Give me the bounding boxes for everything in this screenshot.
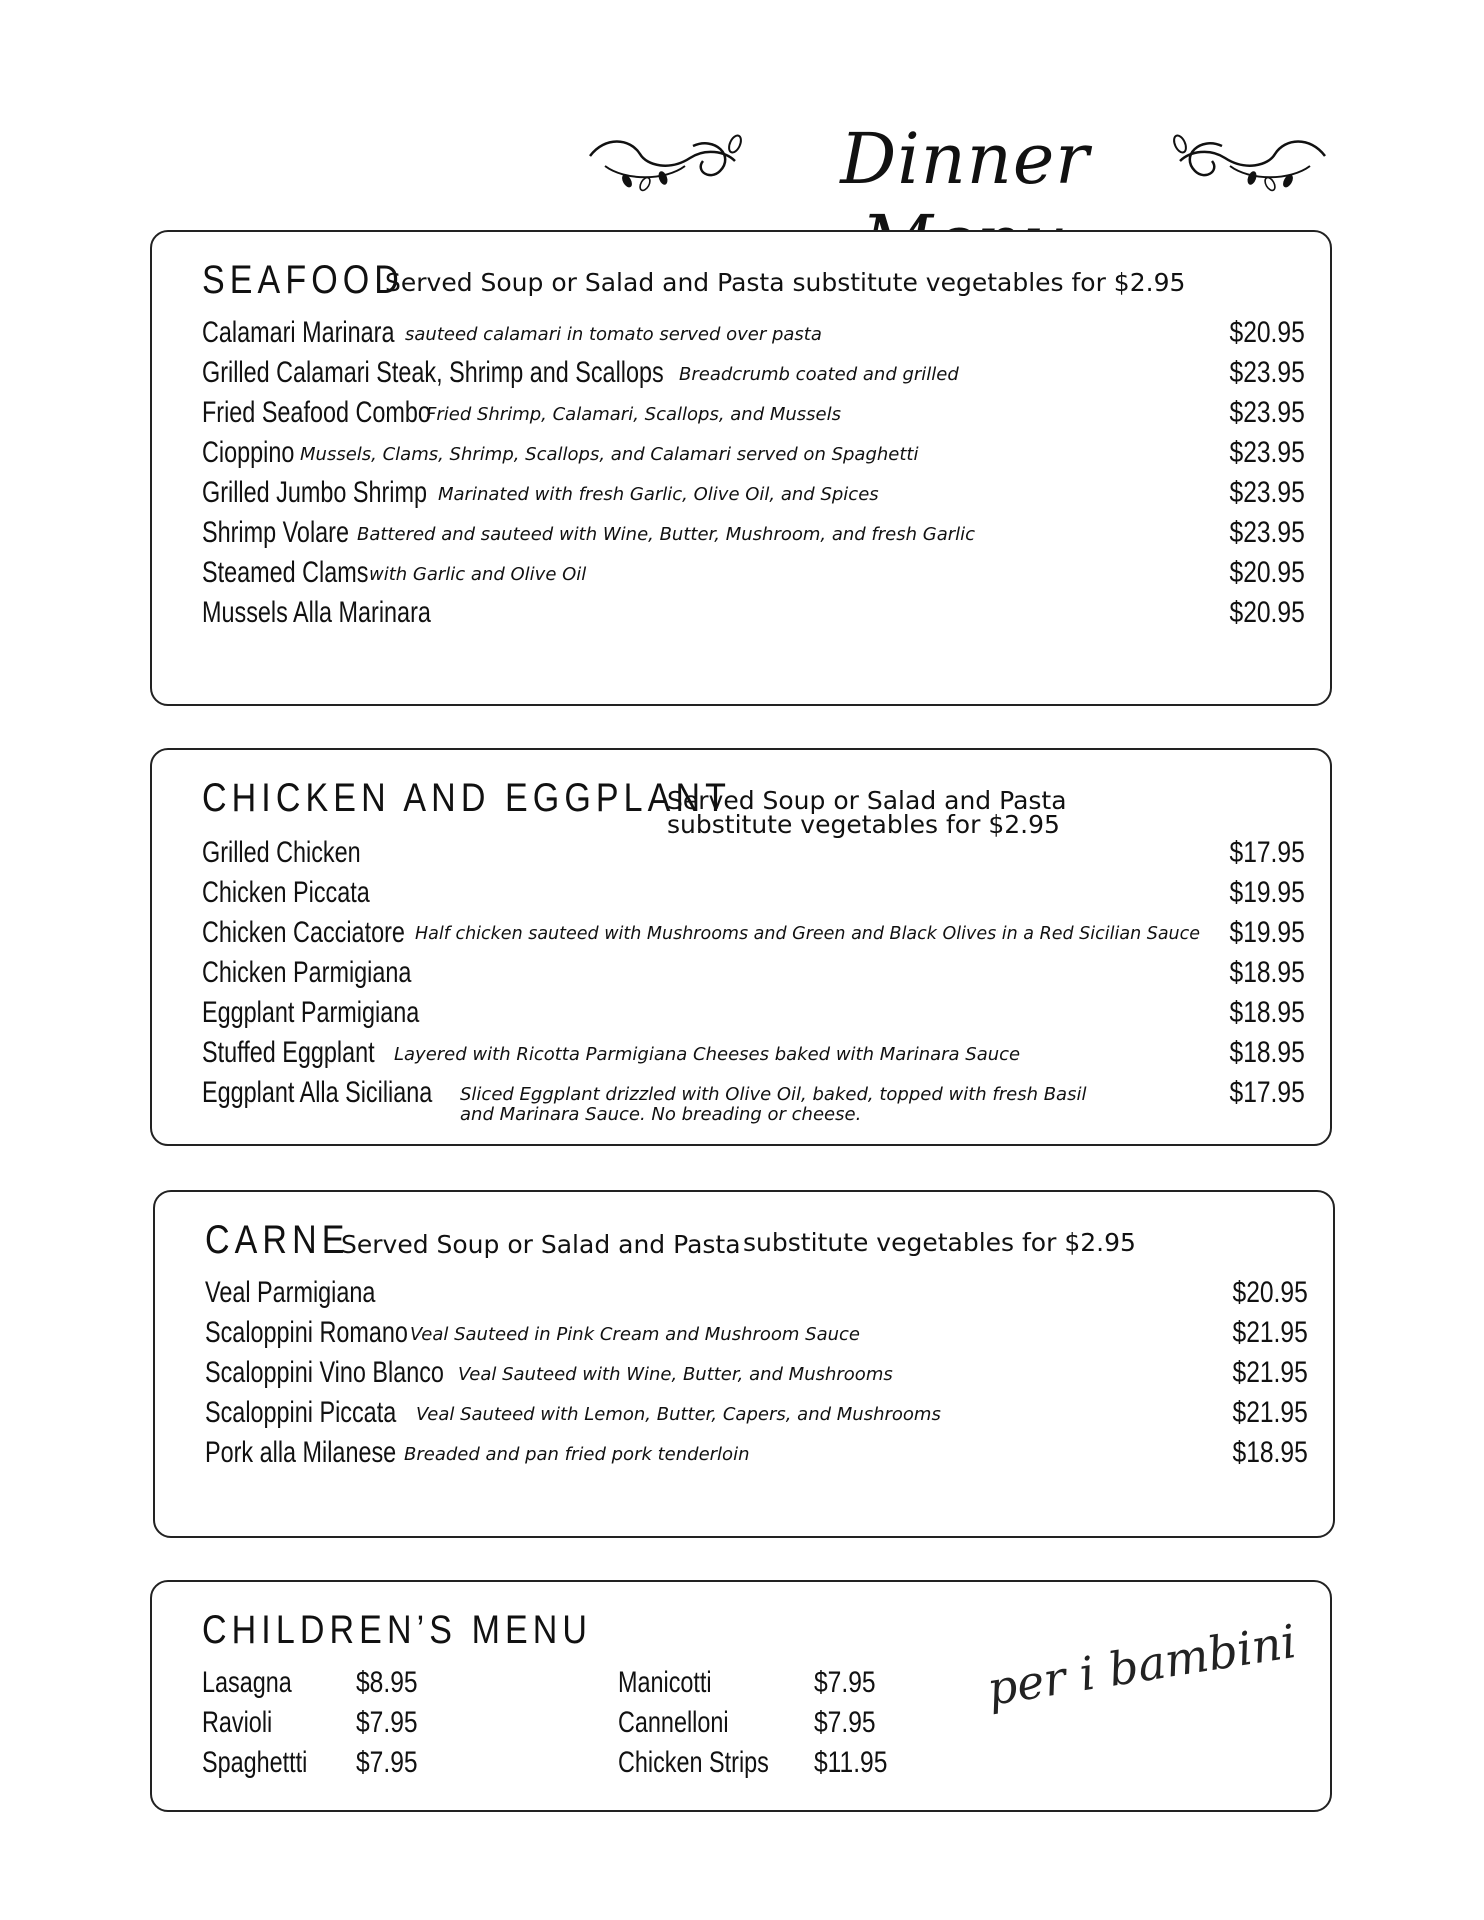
item-price: $18.95: [1229, 956, 1305, 989]
item-description: Veal Sauteed in Pink Cream and Mushroom Sauce: [410, 1324, 860, 1345]
item-name: Fried Seafood Combo: [202, 396, 431, 429]
menu-item: [202, 836, 1305, 876]
item-description: Battered and sauteed with Wine, Butter, Mushroom, and fresh Garlic: [357, 524, 976, 545]
item-description: Sliced Eggplant drizzled with Olive Oil, baked, topped with fresh Basil: [460, 1084, 1087, 1105]
item-name: Grilled Calamari Steak, Shrimp and Scallops: [202, 356, 664, 389]
menu-item: [202, 476, 1305, 516]
carne-section: [153, 1190, 1335, 1538]
item-name: Scaloppini Piccata: [205, 1396, 397, 1429]
item-name: Shrimp Volare: [202, 516, 349, 549]
item-price: $23.95: [1229, 396, 1305, 429]
left-flourish-icon: [585, 126, 745, 196]
item-description: Marinated with fresh Garlic, Olive Oil, and Spices: [438, 484, 879, 505]
carne-heading: CARNE: [205, 1218, 350, 1262]
item-name: Eggplant Parmigiana: [202, 996, 420, 1029]
item-price: $23.95: [1229, 436, 1305, 469]
item-name: Mussels Alla Marinara: [202, 596, 431, 629]
menu-item: [202, 996, 1305, 1036]
seafood-heading: SEAFOOD: [202, 258, 404, 302]
carne-note-b: substitute vegetables for $2.95: [743, 1228, 1136, 1257]
item-name: Chicken Cacciatore: [202, 916, 405, 949]
item-price: $23.95: [1229, 476, 1305, 509]
item-name: Calamari Marinara: [202, 316, 395, 349]
chicken-note-line1: Served Soup or Salad and Pasta: [667, 786, 1067, 815]
item-price: $7.95: [356, 1706, 418, 1739]
chicken-heading: CHICKEN AND EGGPLANT: [202, 776, 731, 820]
chicken-eggplant-section: [150, 748, 1332, 1146]
item-description: Breadcrumb coated and grilled: [679, 364, 959, 385]
item-price: $21.95: [1232, 1316, 1308, 1349]
menu-item: [202, 516, 1305, 556]
menu-item: [202, 316, 1305, 356]
item-name: Pork alla Milanese: [205, 1436, 397, 1469]
seafood-note: Served Soup or Salad and Pasta substitute vegetables for $2.95: [385, 268, 1186, 297]
menu-item: [202, 556, 1305, 596]
children-heading: CHILDREN’S MENU: [202, 1608, 593, 1652]
item-name: Scaloppini Romano: [205, 1316, 408, 1349]
item-description: Veal Sauteed with Lemon, Butter, Capers, and Mushrooms: [416, 1404, 941, 1425]
item-price: $7.95: [356, 1746, 418, 1779]
item-price: $18.95: [1229, 1036, 1305, 1069]
item-name: Veal Parmigiana: [205, 1276, 376, 1309]
item-description: Fried Shrimp, Calamari, Scallops, and Mussels: [426, 404, 842, 425]
childrens-menu-section: [150, 1580, 1332, 1812]
item-price: $17.95: [1229, 1076, 1305, 1109]
item-price: $20.95: [1229, 596, 1305, 629]
item-price: $8.95: [356, 1666, 418, 1699]
item-description: Breaded and pan fried pork tenderloin: [404, 1444, 750, 1465]
children-header: [202, 1608, 661, 1653]
item-name: Cioppino: [202, 436, 295, 469]
menu-item: [205, 1356, 1308, 1396]
menu-item: [202, 876, 1305, 916]
item-price: $23.95: [1229, 356, 1305, 389]
menu-item: [205, 1396, 1308, 1436]
item-price: $20.95: [1229, 556, 1305, 589]
item-name: Eggplant Alla Siciliana: [202, 1076, 433, 1109]
item-description: sauteed calamari in tomato served over pasta: [405, 324, 822, 345]
item-name: Stuffed Eggplant: [202, 1036, 375, 1069]
item-name: Lasagna: [202, 1666, 292, 1699]
item-price: $19.95: [1229, 876, 1305, 909]
chicken-note-line2: substitute vegetables for $2.95: [667, 810, 1060, 839]
item-description: Veal Sauteed with Wine, Butter, and Mushrooms: [458, 1364, 893, 1385]
item-name: Ravioli: [202, 1706, 273, 1739]
item-name: Spaghettti: [202, 1746, 308, 1779]
menu-item: [202, 916, 1305, 956]
item-name: Chicken Strips: [618, 1746, 769, 1779]
item-price: $18.95: [1232, 1436, 1308, 1469]
item-price: $11.95: [814, 1746, 888, 1779]
item-price: $20.95: [1229, 316, 1305, 349]
item-price: $21.95: [1232, 1396, 1308, 1429]
item-description: Layered with Ricotta Parmigiana Cheeses baked with Marinara Sauce: [394, 1044, 1021, 1065]
item-description: Mussels, Clams, Shrimp, Scallops, and Calamari served on Spaghetti: [300, 444, 919, 465]
item-description-line2: and Marinara Sauce. No breading or cheese.: [460, 1104, 862, 1125]
right-flourish-icon: [1170, 126, 1330, 196]
item-name: Cannelloni: [618, 1706, 729, 1739]
item-price: $23.95: [1229, 516, 1305, 549]
item-description: with Garlic and Olive Oil: [369, 564, 587, 585]
item-price: $7.95: [814, 1666, 876, 1699]
menu-item: [202, 1076, 1305, 1126]
menu-title-block: [585, 118, 1325, 218]
menu-item: [202, 1036, 1305, 1076]
menu-title: Dinner: [840, 118, 1090, 200]
item-name: Chicken Piccata: [202, 876, 370, 909]
item-price: $17.95: [1229, 836, 1305, 869]
menu-item: [205, 1436, 1308, 1476]
item-price: $18.95: [1229, 996, 1305, 1029]
item-name: Grilled Chicken: [202, 836, 361, 869]
item-name: Chicken Parmigiana: [202, 956, 412, 989]
item-description: Half chicken sauteed with Mushrooms and Green and Black Olives in a Red Sicilian Sauce: [415, 924, 1201, 944]
item-name: Grilled Jumbo Shrimp: [202, 476, 427, 509]
item-price: $7.95: [814, 1706, 876, 1739]
menu-item: [202, 436, 1305, 476]
item-price: $21.95: [1232, 1356, 1308, 1389]
menu-item: [205, 1276, 1308, 1316]
menu-item: [202, 356, 1305, 396]
item-price: $19.95: [1229, 916, 1305, 949]
seafood-section: [150, 230, 1332, 706]
menu-item: [205, 1316, 1308, 1356]
menu-item: [202, 956, 1305, 996]
item-name: Steamed Clams: [202, 556, 369, 589]
menu-item: [202, 596, 1305, 636]
item-name: Manicotti: [618, 1666, 712, 1699]
menu-item: [202, 396, 1305, 436]
per-i-bambini-script: per i bambini: [983, 1613, 1300, 1716]
item-price: $20.95: [1232, 1276, 1308, 1309]
item-name: Scaloppini Vino Blanco: [205, 1356, 444, 1389]
carne-note-a: Served Soup or Salad and Pasta: [341, 1230, 741, 1259]
